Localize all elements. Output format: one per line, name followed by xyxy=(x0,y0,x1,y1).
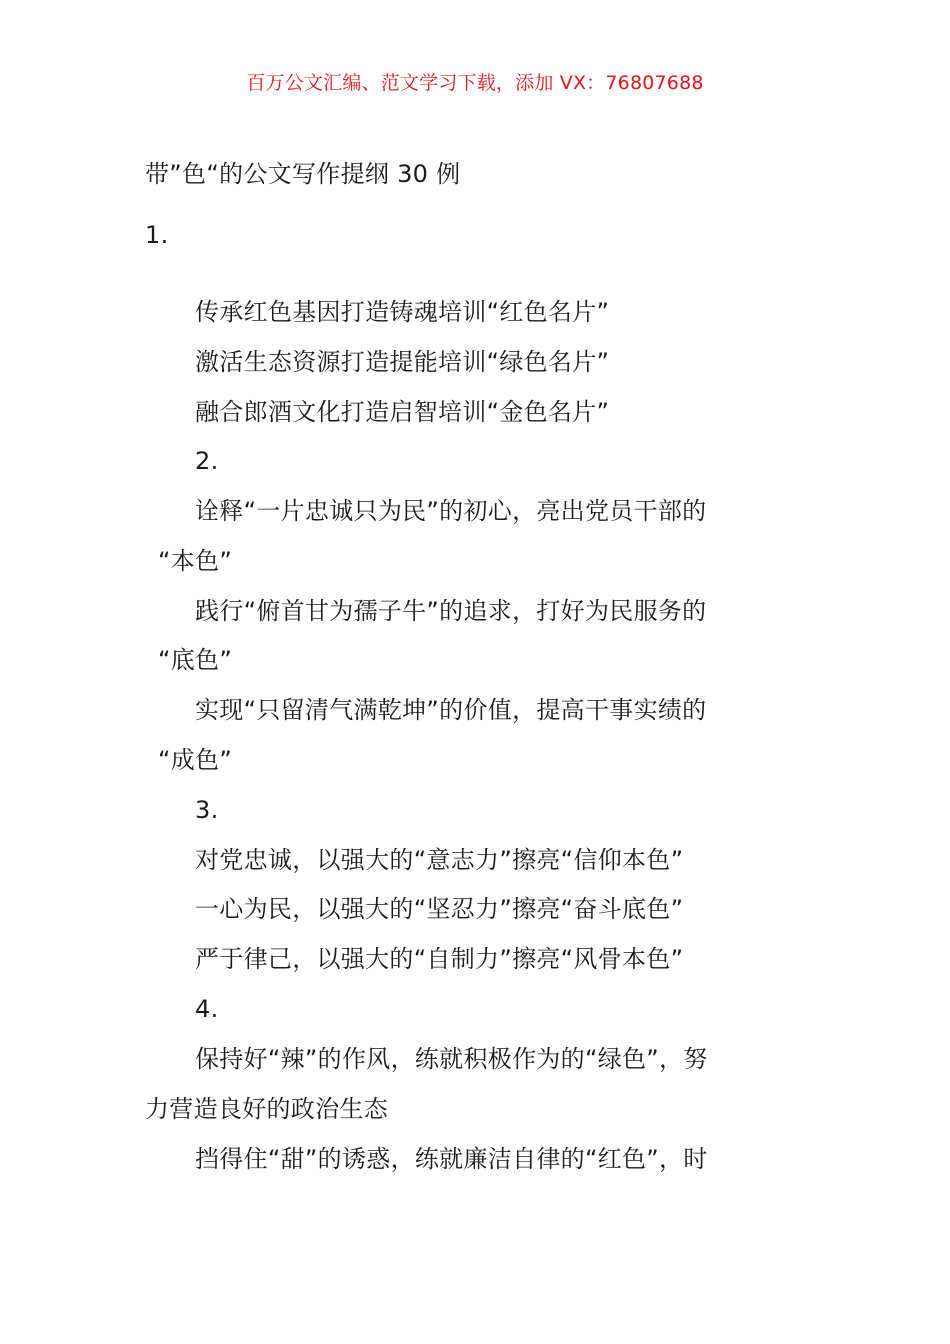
section-number-4: 4. xyxy=(195,995,219,1023)
text-line: 保持好“辣”的作风，练就积极作为的“绿色”，努 xyxy=(195,1045,708,1073)
section-number-1: 1. xyxy=(145,221,169,249)
text-line: 一心为民，以强大的“坚忍力”擦亮“奋斗底色” xyxy=(195,895,684,923)
text-line: 力营造良好的政治生态 xyxy=(145,1095,388,1123)
text-line: 激活生态资源打造提能培训“绿色名片” xyxy=(195,348,610,376)
text-line: 融合郎酒文化打造启智培训“金色名片” xyxy=(195,398,610,426)
text-line: 传承红色基因打造铸魂培训“红色名片” xyxy=(195,298,610,326)
text-line: “本色” xyxy=(158,547,233,575)
section-number-3: 3. xyxy=(195,796,219,824)
text-line: 挡得住“甜”的诱惑，练就廉洁自律的“红色”，时 xyxy=(195,1145,708,1173)
text-line: 诠释“一片忠诚只为民”的初心，亮出党员干部的 xyxy=(195,497,707,525)
header-promo-note: 百万公文汇编、范文学习下载，添加 VX：76807688 xyxy=(246,72,704,94)
text-line: “成色” xyxy=(158,746,233,774)
text-line: 对党忠诚，以强大的“意志力”擦亮“信仰本色” xyxy=(195,846,684,874)
text-line: 实现“只留清气满乾坤”的价值，提高干事实绩的 xyxy=(195,696,707,724)
section-number-2: 2. xyxy=(195,447,219,475)
document-title: 带”色“的公文写作提纲 30 例 xyxy=(145,160,461,188)
text-line: 践行“俯首甘为孺子牛”的追求，打好为民服务的 xyxy=(195,597,707,625)
text-line: 严于律己，以强大的“自制力”擦亮“风骨本色” xyxy=(195,945,684,973)
text-line: “底色” xyxy=(158,646,233,674)
